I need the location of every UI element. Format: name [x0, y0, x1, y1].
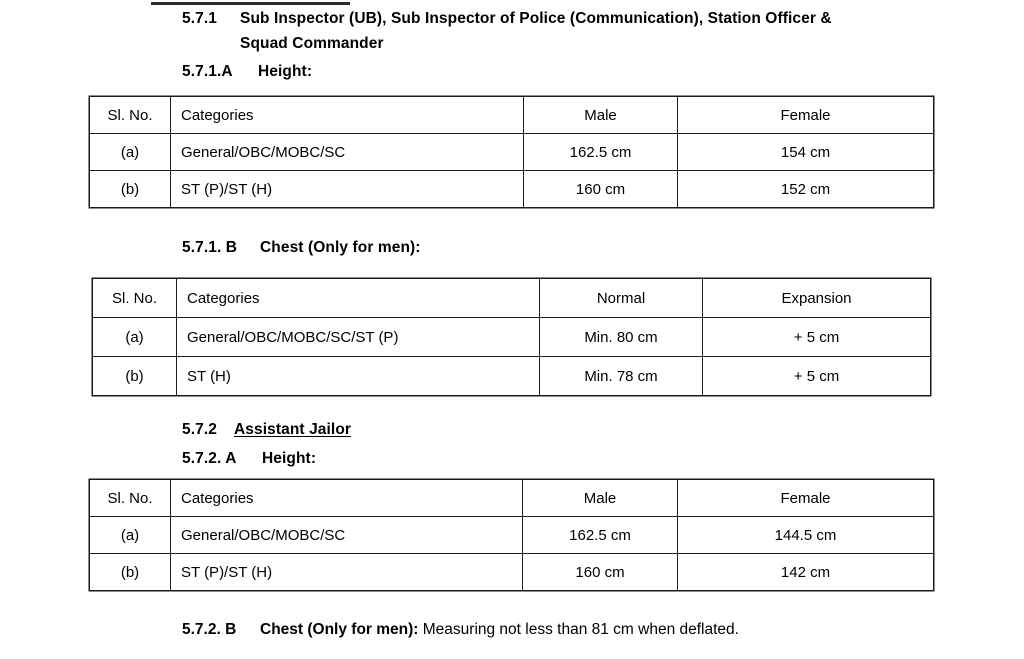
table-row: [93, 357, 931, 396]
cell-category: General/OBC/MOBC/SC: [171, 134, 524, 171]
heading-5-7-1-number: 5.7.1: [182, 10, 217, 27]
cell-sl-no: (a): [90, 517, 171, 554]
cell-female: 152 cm: [678, 171, 934, 208]
heading-5-7-1: [182, 6, 942, 56]
column-header-categories: Categories: [171, 97, 524, 134]
cell-category: General/OBC/MOBC/SC/ST (P): [177, 318, 540, 357]
heading-5-7-2-a-height: [182, 449, 316, 470]
table-row: [90, 554, 934, 591]
cell-normal: Min. 80 cm: [540, 318, 703, 357]
column-header-normal: Normal: [540, 279, 703, 318]
column-header-categories: Categories: [177, 279, 540, 318]
cell-male: 162.5 cm: [524, 134, 678, 171]
heading-5-7-1-b-title: Chest (Only for men):: [260, 239, 421, 256]
cell-female: 144.5 cm: [678, 517, 934, 554]
cell-male: 160 cm: [523, 554, 678, 591]
column-header-female: Female: [678, 480, 934, 517]
column-header-male: Male: [524, 97, 678, 134]
column-header-male: Male: [523, 480, 678, 517]
cell-expansion: + 5 cm: [703, 318, 931, 357]
top-rule-fragment: [151, 2, 350, 5]
heading-5-7-1-a-height: [182, 62, 312, 83]
heading-5-7-2-a-title: Height:: [262, 450, 317, 467]
table-row: [90, 134, 934, 171]
table-si-height: [89, 96, 934, 208]
cell-category: General/OBC/MOBC/SC: [171, 517, 523, 554]
cell-male: 160 cm: [524, 171, 678, 208]
heading-5-7-1-title-line2: Squad Commander: [240, 35, 384, 53]
heading-5-7-1-b-chest: [182, 238, 421, 259]
column-header-categories: Categories: [171, 480, 523, 517]
cell-sl-no: (b): [90, 554, 171, 591]
note-5-7-2-b-rest: Measuring not less than 81 cm when deflated.: [418, 621, 739, 638]
table-row: [93, 318, 931, 357]
heading-5-7-1-a-number: 5.7.1.A: [182, 63, 233, 80]
heading-5-7-2: [182, 420, 351, 441]
cell-sl-no: (b): [90, 171, 171, 208]
table-aj-height: [89, 479, 934, 591]
heading-5-7-1-title-line1: Sub Inspector (UB), Sub Inspector of Police (Communication), Station Officer &: [240, 10, 832, 27]
column-header-sl-no: Sl. No.: [90, 97, 171, 134]
table-header-row: [90, 480, 934, 517]
table-row: [90, 171, 934, 208]
column-header-female: Female: [678, 97, 934, 134]
note-5-7-2-b-number: 5.7.2. B: [182, 621, 237, 638]
cell-normal: Min. 78 cm: [540, 357, 703, 396]
heading-5-7-1-b-number: 5.7.1. B: [182, 239, 238, 256]
cell-sl-no: (b): [93, 357, 177, 396]
cell-expansion: + 5 cm: [703, 357, 931, 396]
cell-female: 142 cm: [678, 554, 934, 591]
cell-male: 162.5 cm: [523, 517, 678, 554]
heading-5-7-1-a-title: Height:: [258, 63, 313, 80]
cell-category: ST (P)/ST (H): [171, 171, 524, 208]
cell-category: ST (H): [177, 357, 540, 396]
table-row: [90, 517, 934, 554]
column-header-sl-no: Sl. No.: [93, 279, 177, 318]
cell-sl-no: (a): [93, 318, 177, 357]
heading-5-7-2-number: 5.7.2: [182, 421, 217, 438]
cell-sl-no: (a): [90, 134, 171, 171]
column-header-expansion: Expansion: [703, 279, 931, 318]
note-5-7-2-b-lead: Chest (Only for men):: [260, 621, 419, 638]
table-header-row: [90, 97, 934, 134]
column-header-sl-no: Sl. No.: [90, 480, 171, 517]
table-header-row: [93, 279, 931, 318]
heading-5-7-2-title: Assistant Jailor: [234, 421, 352, 438]
note-5-7-2-b-chest: [182, 621, 739, 639]
table-si-chest: [92, 278, 931, 396]
cell-category: ST (P)/ST (H): [171, 554, 523, 591]
cell-female: 154 cm: [678, 134, 934, 171]
heading-5-7-2-a-number: 5.7.2. A: [182, 450, 237, 467]
